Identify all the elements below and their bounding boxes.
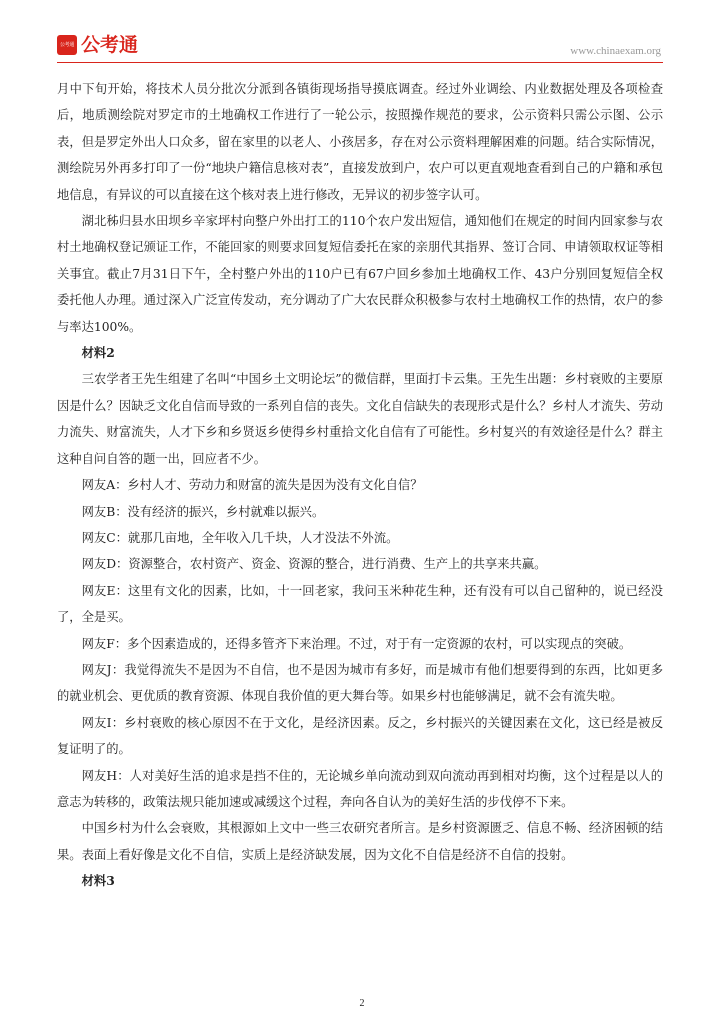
netizen-i: 网友I：乡村衰败的核心原因不在于文化，是经济因素。反之，乡村振兴的关键因素在文化，这已经是被反复证明了的。 xyxy=(57,715,663,757)
logo-text: 公考通 xyxy=(81,34,139,56)
paragraph-continued: 月中下旬开始，将技术人员分批次分派到各镇街现场指导摸底调查。经过外业调绘、内业数据处理及各项检查后，地质测绘院对罗定市的土地确权工作进行了一轮公示，按照操作规范的要求，公示资料只需公示图、公示表，但是罗定外出人口众多，留在家里的以老人、小孩居多，存在对公示资料理解困难的问题。结合实际情况，测绘院另外再多打印了一份“地块户籍信息核对表”，直接发放到户，农户可以更直观地查看到自己的户籍和承包地信息，有异议的可以直接在这个核对表上进行修改，无异议的初步签字认可。 xyxy=(57,82,663,202)
header-divider xyxy=(57,62,663,63)
page-header xyxy=(0,0,724,66)
netizen-e: 网友E：这里有文化的因素，比如，十一回老家，我问玉米种花生种，还有没有可以自己留种的，说已经没了，全是买。 xyxy=(57,583,663,625)
logo-icon: 公考通 xyxy=(57,35,77,55)
netizen-j: 网友J：我觉得流失不是因为不自信，也不是因为城市有多好，而是城市有他们想要得到的东西，比如更多的就业机会、更优质的教育资源、体现自我价值的更大舞台等。如果乡村也能够满足，就不会有流失啦。 xyxy=(57,662,663,704)
material-2-heading: 材料2 xyxy=(81,345,115,361)
site-url[interactable]: www.chinaexam.org xyxy=(570,45,661,57)
netizen-f: 网友F：多个因素造成的，还得多管齐下来治理。不过，对于有一定资源的农村，可以实现点的突破。 xyxy=(81,636,632,651)
paragraph-conclusion: 中国乡村为什么会衰败，其根源如上文中一些三农研究者所言。是乡村资源匮乏、信息不畅、经济困顿的结果。表面上看好像是文化不自信，实质上是经济缺发展，因为文化不自信是经济不自信的投射。 xyxy=(57,821,663,862)
netizen-h: 网友H：人对美好生活的追求是挡不住的，无论城乡单向流动到双向流动再到相对均衡，这个过程是以人的意志为转移的，政策法规只能加速或减缓这个过程，奔向各自认为的美好生活的步伐停不下来。 xyxy=(57,768,663,809)
netizen-b: 网友B：没有经济的振兴，乡村就难以振兴。 xyxy=(81,504,325,519)
document-body xyxy=(57,76,663,895)
material-3-heading: 材料3 xyxy=(81,873,115,889)
page-number: 2 xyxy=(359,998,365,1009)
netizen-d: 网友D：资源整合，农村资产、资金、资源的整合，进行消费、生产上的共享来共赢。 xyxy=(81,557,547,572)
paragraph-wang: 三农学者王先生组建了名叫“中国乡土文明论坛”的微信群，里面打卡云集。王先生出题：乡村衰败的主要原因是什么？因缺乏文化自信而导致的一系列自信的丧失。文化自信缺失的表现形式是什么？乡村人才流失、劳动力流失、财富流失，人才下乡和乡贤返乡使得乡村重拾文化自信有了可能性。乡村复兴的有效途径是什么？群主这种自问自答的题一出，回应者不少。 xyxy=(57,372,663,466)
netizen-a: 网友A：乡村人才、劳动力和财富的流失是因为没有文化自信？ xyxy=(81,478,423,493)
netizen-c: 网友C：就那几亩地，全年收入几千块，人才没法不外流。 xyxy=(81,530,399,545)
paragraph-zigui: 湖北秭归县水田坝乡辛家坪村向整户外出打工的110个农户发出短信，通知他们在规定的时间内回家参与农村土地确权登记颁证工作，不能回家的则要求回复短信委托在家的亲朋代其指界、签订合同、申请领取权证等相关事宜。截止7月31日下午，全村整户外出的110户已有67户回乡参加土地确权工作、43户分别回复短信全权委托他人办理。通过深入广泛宣传发动，充分调动了广大农民群众积极参与农村土地确权工作的热情，农户的参与率达100%。 xyxy=(57,214,663,334)
